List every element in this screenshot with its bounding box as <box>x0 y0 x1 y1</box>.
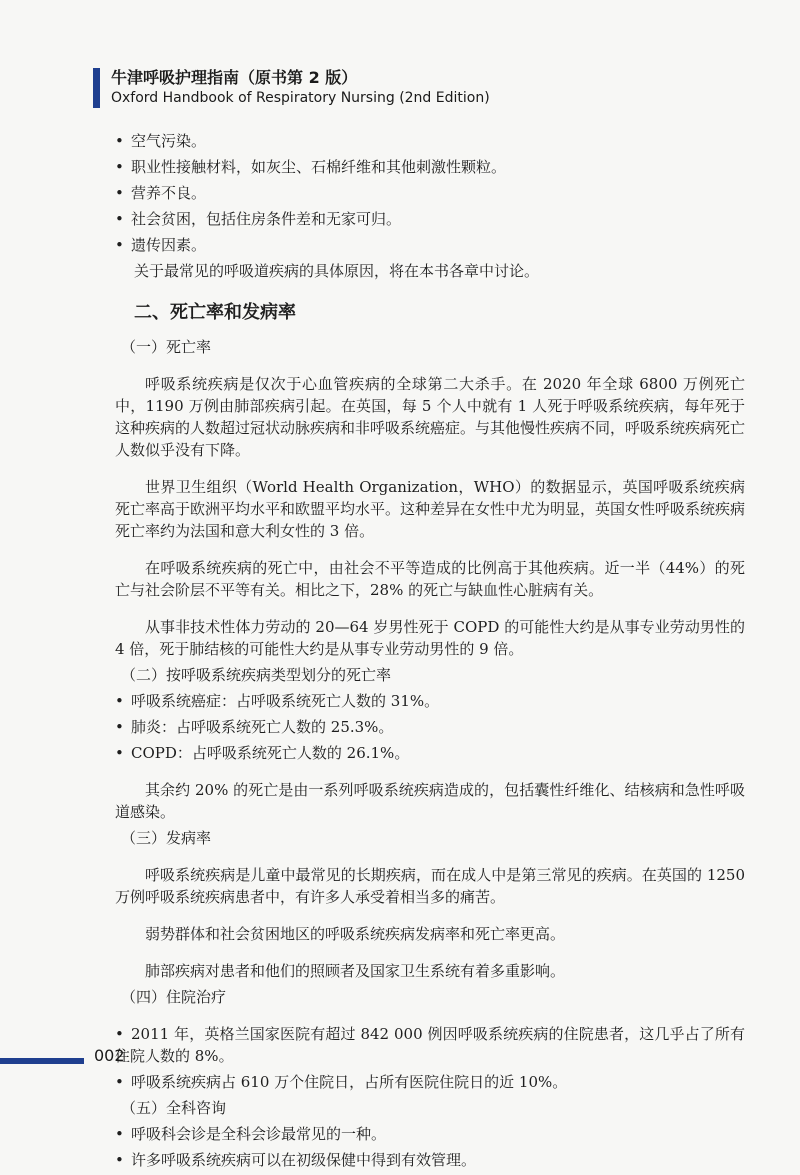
bullet-icon: • <box>115 158 124 176</box>
subsection-title: （一）死亡率 <box>121 338 212 356</box>
list-item: • 遗传因素。 <box>115 236 207 254</box>
bullet-icon: • <box>115 1073 124 1091</box>
paragraph: 在呼吸系统疾病的死亡中，由社会不平等造成的比例高于其他疾病。近一半（44%）的死亡与社会阶层不平等有关。相比之下，28% 的死亡与缺血性心脏病有关。 <box>115 559 745 599</box>
page-content <box>115 130 745 1175</box>
bullet-icon: • <box>115 236 124 254</box>
list-item: • 呼吸科会诊是全科会诊最常见的一种。 <box>115 1125 387 1143</box>
subsection-general-practice <box>115 1097 745 1171</box>
bullet-icon: • <box>115 132 124 150</box>
list-item: • 职业性接触材料，如灰尘、石棉纤维和其他刺激性颗粒。 <box>115 158 507 176</box>
subsection-title: （四）住院治疗 <box>121 988 227 1006</box>
bullet-icon: • <box>115 1151 124 1169</box>
bullet-icon: • <box>115 1125 124 1143</box>
causes-note: 关于最常见的呼吸道疾病的具体原因，将在本书各章中讨论。 <box>134 262 540 280</box>
list-item: • 营养不良。 <box>115 184 207 202</box>
paragraph: 呼吸系统疾病是儿童中最常见的长期疾病，而在成人中是第三常见的疾病。在英国的 1250 万例呼吸系统疾病患者中，有许多人承受着相当多的痛苦。 <box>115 866 745 906</box>
list-item: • 呼吸系统疾病占 610 万个住院日，占所有医院住院日的近 10%。 <box>115 1073 568 1091</box>
list-item: • 空气污染。 <box>115 132 207 150</box>
subsection-mortality <box>115 336 745 660</box>
list-item: • 呼吸系统癌症：占呼吸系统死亡人数的 31%。 <box>115 692 440 710</box>
bullet-icon: • <box>115 744 124 762</box>
bullet-icon: • <box>115 210 124 228</box>
list-item: • 社会贫困，包括住房条件差和无家可归。 <box>115 210 402 228</box>
bullet-icon: • <box>115 1025 124 1043</box>
paragraph: 从事非技术性体力劳动的 20—64 岁男性死于 COPD 的可能性大约是从事专业劳动男性的 4 倍，死于肺结核的可能性大约是从事专业劳动男性的 9 倍。 <box>115 618 745 658</box>
subsection-title: （二）按呼吸系统疾病类型划分的死亡率 <box>121 666 392 684</box>
page-number: 002 <box>94 1046 125 1065</box>
list-item: • COPD：占呼吸系统死亡人数的 26.1%。 <box>115 744 410 762</box>
list-item: • 2011 年，英格兰国家医院有超过 842 000 例因呼吸系统疾病的住院患者，这几乎占了所有住院人数的 8%。 <box>115 1025 745 1065</box>
paragraph: 肺部疾病对患者和他们的照顾者及国家卫生系统有着多重影响。 <box>145 962 566 980</box>
bullet-icon: • <box>115 718 124 736</box>
causes-list <box>115 130 745 282</box>
bullet-icon: • <box>115 692 124 710</box>
running-header <box>111 68 490 108</box>
section-title: 二、死亡率和发病率 <box>134 302 296 323</box>
subsection-mortality-by-type <box>115 664 745 823</box>
footer-accent-bar <box>0 1058 84 1064</box>
paragraph: 呼吸系统疾病是仅次于心血管疾病的全球第二大杀手。在 2020 年全球 6800 万例死亡中，1190 万例由肺部疾病引起。在英国，每 5 个人中就有 1 人死于呼吸系统疾病，每年死于这种疾病的人数超过冠状动脉疾病和非呼吸系统癌症。与其他慢性疾病不同，呼吸系统疾病死亡人数似乎没有下降。 <box>115 375 746 459</box>
book-title-cn: 牛津呼吸护理指南（原书第 2 版） <box>111 68 358 87</box>
subsection-title: （三）发病率 <box>121 829 212 847</box>
bullet-icon: • <box>115 184 124 202</box>
paragraph: 其余约 20% 的死亡是由一系列呼吸系统疾病造成的，包括囊性纤维化、结核病和急性呼吸道感染。 <box>115 781 745 821</box>
paragraph: 弱势群体和社会贫困地区的呼吸系统疾病发病率和死亡率更高。 <box>145 925 566 943</box>
subsection-title: （五）全科咨询 <box>121 1099 227 1117</box>
paragraph: 世界卫生组织（World Health Organization，WHO）的数据显示，英国呼吸系统疾病死亡率高于欧洲平均水平和欧盟平均水平。这种差异在女性中尤为明显，英国女性呼吸系统疾病死亡率约为法国和意大利女性的 3 倍。 <box>115 478 746 540</box>
book-title-en: Oxford Handbook of Respiratory Nursing (2nd Edition) <box>111 90 490 106</box>
subsection-morbidity <box>115 827 745 982</box>
header-accent-bar <box>93 68 100 108</box>
subsection-hospitalization <box>115 986 745 1093</box>
list-item: • 肺炎：占呼吸系统死亡人数的 25.3%。 <box>115 718 394 736</box>
list-item: • 许多呼吸系统疾病可以在初级保健中得到有效管理。 <box>115 1151 477 1169</box>
